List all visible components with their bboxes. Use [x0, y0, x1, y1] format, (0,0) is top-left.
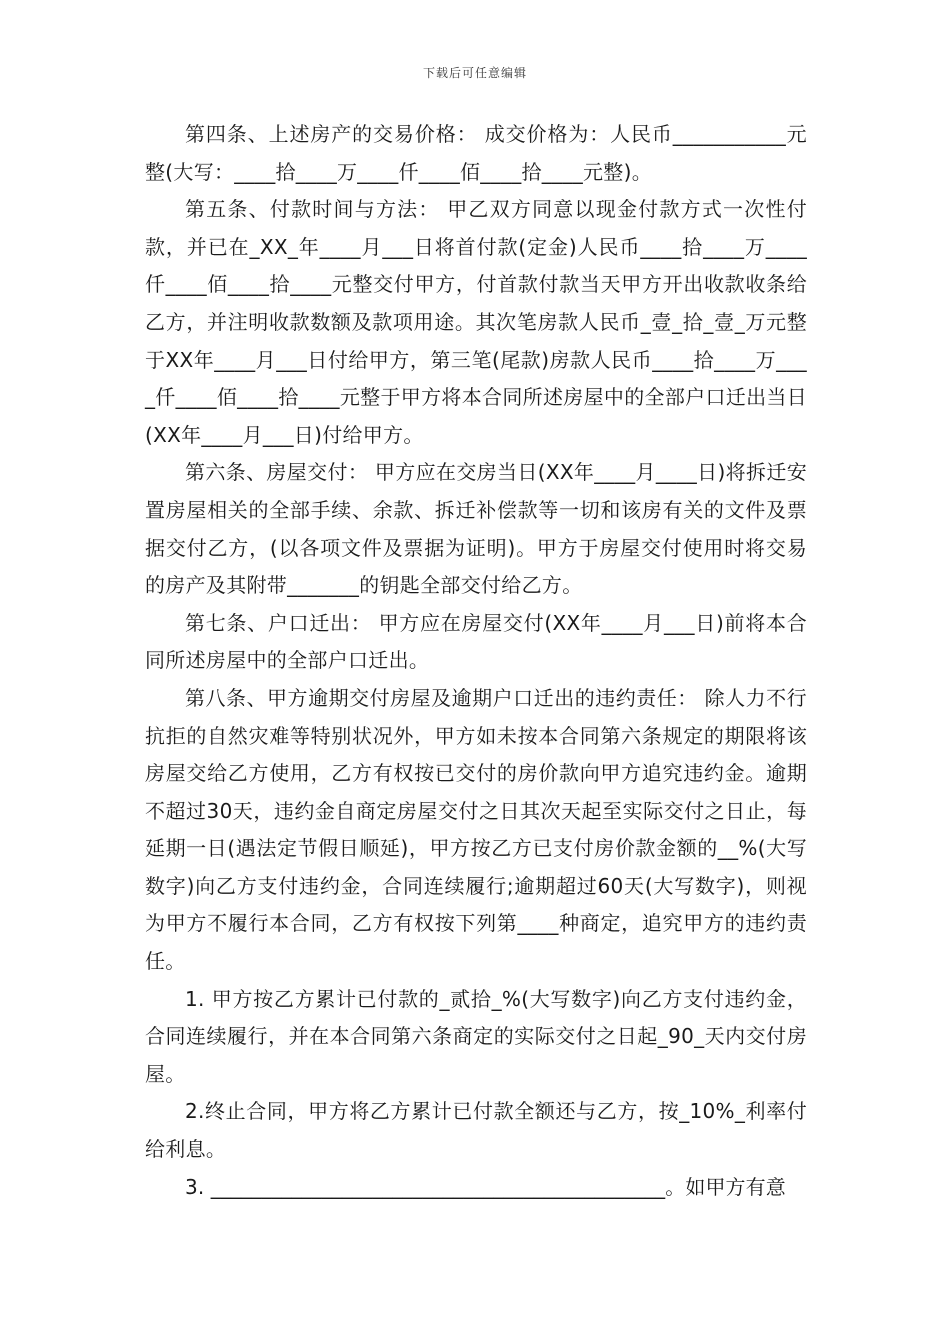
clause-5-paragraph: 第五条、付款时间与方法： 甲乙双方同意以现金付款方式一次性付款，并已在_XX_年____月___日将首付款(定金)人民币____拾____万____仟____佰____拾____元整交付甲方，付首款付款当天甲方开出收款收条给乙方，并注明收款数额及款项用途。其次笔房款人民币_壹_拾_壹_万元整于XX年____月___日付给甲方，第三笔(尾款)房款人民币____拾____万____仟____佰____拾____元整于甲方将本合同所述房屋中的全部户口迁出当日(XX年____月___日)付给甲方。 — [145, 197, 807, 447]
option-1-paragraph: 1. 甲方按乙方累计已付款的_贰拾_%(大写数字)向乙方支付违约金，合同连续履行，并在本合同第六条商定的实际交付之日起_90_天内交付房屋。 — [145, 986, 807, 1086]
clause-4-paragraph: 第四条、上述房产的交易价格： 成交价格为：人民币___________元整(大写：____拾____万____仟____佰____拾____元整)。 — [145, 122, 807, 184]
option-3-paragraph: 3. _____________________________________________。如甲方有意 — [185, 1174, 786, 1199]
clause-6-paragraph: 第六条、房屋交付： 甲方应在交房当日(XX年____月____日)将拆迁安置房屋相关的全部手续、余款、拆迁补偿款等一切和该房有关的文件及票据交付乙方，(以各项文件及票据为证明)。甲方于房屋交付使用时将交易的房产及其附带_______的钥匙全部交付给乙方。 — [145, 460, 807, 598]
document-body — [145, 116, 807, 1206]
option-2-paragraph: 2.终止合同，甲方将乙方累计已付款全额还与乙方，按_10%_利率付给利息。 — [145, 1099, 807, 1162]
page-header: 下载后可任意编辑 — [422, 66, 527, 80]
clause-8-paragraph: 第八条、甲方逾期交付房屋及逾期户口迁出的违约责任： 除人力不行抗拒的自然灾难等特别状况外，甲方如未按本合同第六条规定的期限将该房屋交给乙方使用，乙方有权按已交付的房价款向甲方追究违约金。逾期不超过30天，违约金自商定房屋交付之日其次天起至实际交付之日止，每延期一日(遇法定节假日顺延)，甲方按乙方已支付房价款金额的__%(大写数字)向乙方支付违约金，合同连续履行;逾期超过60天(大写数字)，则视为甲方不履行本合同，乙方有权按下列第____种商定，追究甲方的违约责任。 — [145, 685, 807, 974]
clause-7-paragraph: 第七条、户口迁出： 甲方应在房屋交付(XX年____月___日)前将本合同所述房屋中的全部户口迁出。 — [145, 610, 807, 673]
